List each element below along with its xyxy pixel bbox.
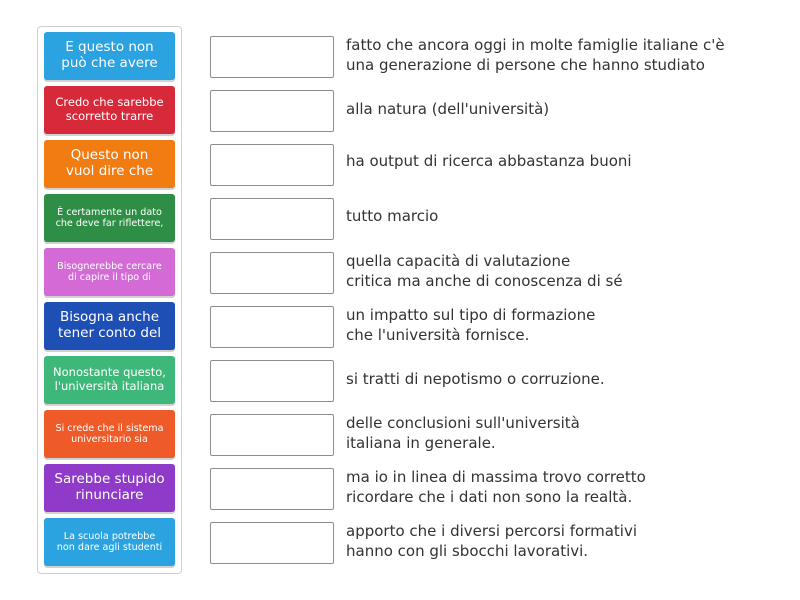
drop-slot[interactable] [210, 522, 334, 564]
answer-tile[interactable] [44, 194, 175, 242]
drop-slot[interactable] [210, 36, 334, 78]
answer-tile-label: Sarebbe stupido rinunciare [54, 471, 165, 503]
answer-tile[interactable] [44, 86, 175, 134]
target-text: delle conclusioni sull'università italiana in generale. [346, 414, 580, 452]
answer-tile-label: È certamente un dato che deve far riflettere, [55, 206, 164, 229]
drop-slot[interactable] [210, 198, 334, 240]
target-text: tutto marcio [346, 207, 439, 225]
answer-tile-label: Bisognerebbe cercare di capire il tipo di [57, 260, 162, 283]
target-text: alla natura (dell'università) [346, 100, 550, 118]
answer-tile-panel [37, 26, 182, 574]
target-text: quella capacità di valutazione critica ma anche di conoscenza di sé [346, 252, 623, 290]
answer-tile[interactable] [44, 302, 175, 350]
answer-tile[interactable] [44, 140, 175, 188]
target-text: apporto che i diversi percorsi formativi hanno con gli sbocchi lavorativi. [346, 522, 637, 560]
drop-slot[interactable] [210, 252, 334, 294]
answer-tile-label: La scuola potrebbe non dare agli studenti [56, 530, 163, 553]
answer-tile-label: E questo non può che avere [61, 39, 158, 71]
target-text: un impatto sul tipo di formazione che l'università fornisce. [346, 306, 596, 344]
drop-slot[interactable] [210, 468, 334, 510]
answer-tile[interactable] [44, 410, 175, 458]
drop-slot[interactable] [210, 360, 334, 402]
answer-tile[interactable] [44, 356, 175, 404]
target-text: ha output di ricerca abbastanza buoni [346, 152, 632, 170]
drop-slot[interactable] [210, 144, 334, 186]
answer-tile[interactable] [44, 248, 175, 296]
target-text: si tratti di nepotismo o corruzione. [346, 370, 605, 388]
answer-tile-label: Bisogna anche tener conto del [57, 309, 161, 341]
target-text: ma io in linea di massima trovo corretto ricordare che i dati non sono la realtà. [346, 468, 646, 506]
answer-tile[interactable] [44, 32, 175, 80]
answer-tile-label: Si crede che il sistema universitario sia [55, 422, 164, 445]
drop-slot[interactable] [210, 306, 334, 348]
drop-slot[interactable] [210, 90, 334, 132]
drop-slot[interactable] [210, 414, 334, 456]
answer-tile[interactable] [44, 518, 175, 566]
answer-tile-label: Nonostante questo, l'università italiana [53, 365, 166, 393]
answer-tile-label: Credo che sarebbe scorretto trarre [55, 95, 164, 123]
answer-tile[interactable] [44, 464, 175, 512]
answer-tile-label: Questo non vuol dire che [65, 147, 154, 179]
target-text: fatto che ancora oggi in molte famiglie italiane c'è una generazione di persone che hanno studiato [346, 36, 725, 74]
